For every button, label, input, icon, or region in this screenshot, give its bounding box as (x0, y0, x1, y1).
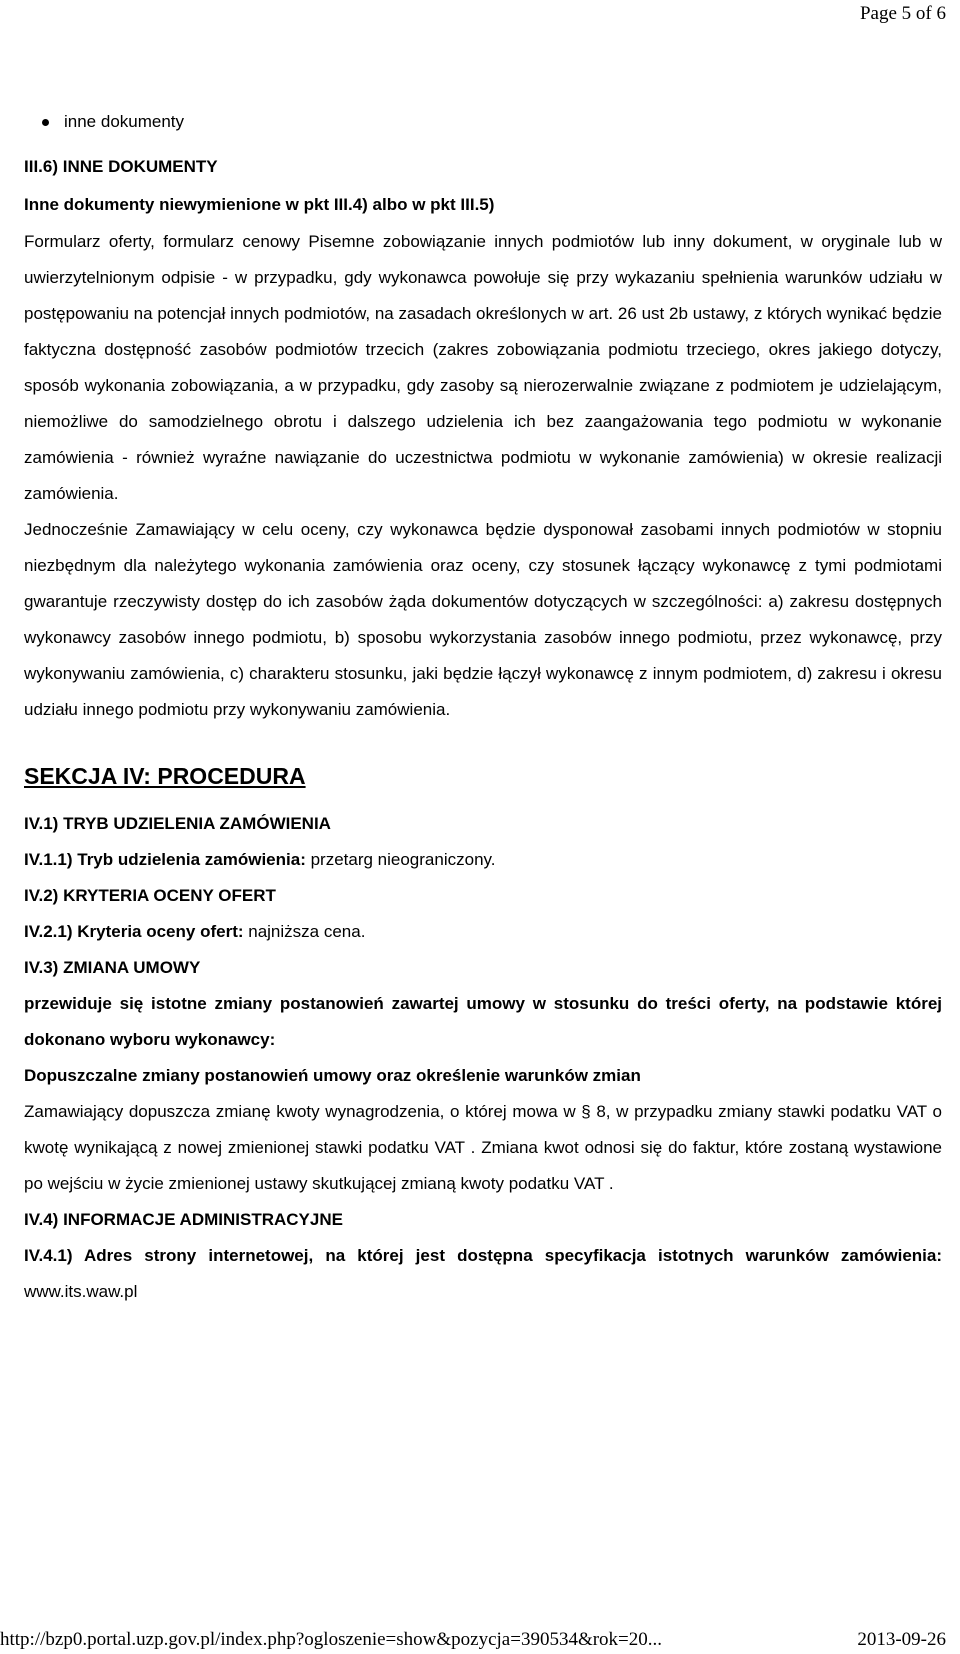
contract-change-conditions-heading: Dopuszczalne zmiany postanowień umowy oraz określenie warunków zmian (24, 1066, 641, 1085)
field-iv-1-1 (24, 842, 942, 878)
field-label: IV.1.1) Tryb udzielenia zamówienia: (24, 850, 306, 869)
section-heading-iii-6: III.6) INNE DOKUMENTY (24, 157, 218, 176)
list-item-text: inne dokumenty (64, 112, 185, 131)
bullet-icon (42, 119, 49, 126)
subheading-other-documents: Inne dokumenty niewymienione w pkt III.4) albo w pkt III.5) (24, 195, 495, 214)
page-footer (0, 1628, 960, 1652)
field-value: przetarg nieograniczony. (305, 850, 496, 869)
contract-change-statement: przewiduje się istotne zmiany postanowień zawartej umowy w stosunku do treści oferty, na podstawie której dokonano wyboru wykonawcy: (24, 994, 942, 1049)
field-label: IV.2.1) Kryteria oceny ofert: (24, 922, 244, 941)
website-link[interactable]: www.its.waw.pl (24, 1282, 138, 1301)
heading-iv-4: IV.4) INFORMACJE ADMINISTRACYJNE (24, 1210, 343, 1229)
field-label: IV.4.1) Adres strony internetowej, na której jest dostępna specyfikacja istotnych warunków zamówienia: (24, 1246, 942, 1265)
section-title-procedure: SEKCJA IV: PROCEDURA (24, 763, 306, 789)
footer-url[interactable]: http://bzp0.portal.uzp.gov.pl/index.php?ogloszenie=show&pozycja=390534&rok=20... (0, 1629, 663, 1650)
paragraph-other-documents: Formularz oferty, formularz cenowy Pisemne zobowiązanie innych podmiotów lub inny dokument, w oryginale lub w uwierzytelnionym odpisie - w przypadku, gdy wykonawca powołuje się przy wykazaniu spełnienia warunków udziału w postępowaniu na potencjał innych podmiotów, na zasadach określonych w art. 26 ust 2b ustawy, z których wynikać będzie faktyczna dostępność zasobów podmiotów trzecich (zakres zobowiązania podmiotu trzeciego, okres jakiego dotyczy, sposób wykonania zobowiązania, a w przypadku, gdy zasoby są nierozerwalnie związane z podmiotem je udzielającym, niemożliwe do samodzielnego obrotu i dalszego udzielenia ich bez zaangażowania tego podmiotu w wykonanie zamówienia - również wyraźne nawiązanie do uczestnictwa podmiotu w wykonanie zamówienia) w okresie realizacji zamówienia. (24, 232, 942, 503)
field-value: najniższa cena. (243, 922, 366, 941)
page-number: Page 5 of 6 (859, 3, 946, 24)
footer-date: 2013-09-26 (857, 1629, 946, 1650)
list-item (42, 100, 942, 144)
paragraph-assessment: Jednocześnie Zamawiający w celu oceny, czy wykonawca będzie dysponował zasobami innych podmiotów w stopniu niezbędnym dla należytego wykonania zamówienia oraz oceny, czy stosunek łączący wykonawcę z tymi podmiotami gwarantuje rzeczywisty dostęp do ich zasobów żąda dokumentów dotyczących w szczególności: a) zakresu dostępnych wykonawcy zasobów innego podmiotu, b) sposobu wykorzystania zasobów innego podmiotu, przez wykonawcę, przy wykonywaniu zamówienia, c) charakteru stosunku, jaki będzie łączył wykonawcę z innym podmiotem, d) zakresu i okresu udziału innego podmiotu przy wykonywaniu zamówienia. (24, 520, 942, 719)
heading-iv-3: IV.3) ZMIANA UMOWY (24, 958, 201, 977)
document-body (24, 100, 942, 1310)
heading-iv-1: IV.1) TRYB UDZIELENIA ZAMÓWIENIA (24, 814, 331, 833)
contract-change-paragraph: Zamawiający dopuszcza zmianę kwoty wynagrodzenia, o której mowa w § 8, w przypadku zmiany stawki podatku VAT o kwotę wynikającą z nowej zmienionej stawki podatku VAT . Zmiana kwot odnosi się do faktur, które zostaną wystawione po wejściu w życie zmienionej ustawy skutkującej zmianą kwoty podatku VAT . (24, 1102, 942, 1193)
heading-iv-2: IV.2) KRYTERIA OCENY OFERT (24, 886, 276, 905)
field-iv-2-1 (24, 914, 942, 950)
field-iv-4-1 (24, 1238, 942, 1310)
